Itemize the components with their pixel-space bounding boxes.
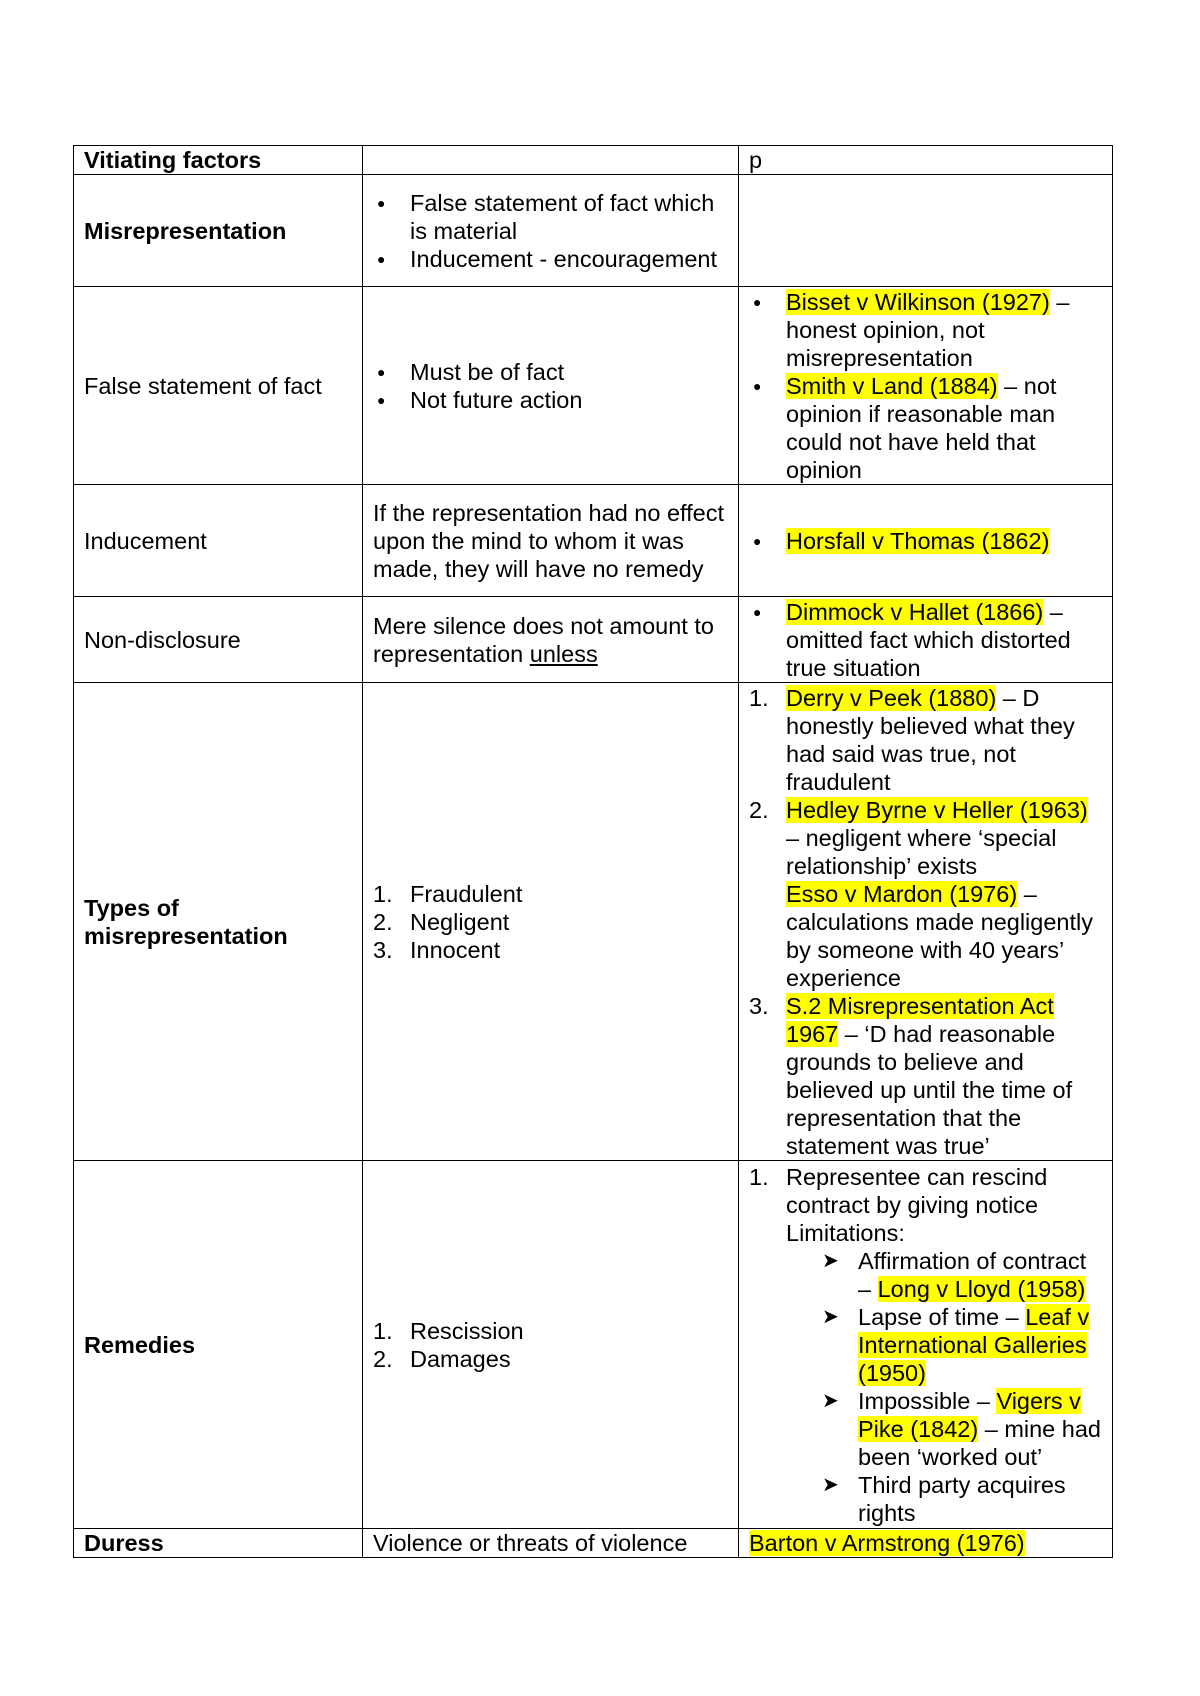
list-item: Innocent: [410, 936, 501, 963]
limitation-text: Lapse of time –: [858, 1303, 1026, 1330]
table-row: [74, 485, 1113, 597]
case-note: – not opinion if reasonable man could not have held that opinion: [786, 372, 1057, 483]
table-row: [74, 146, 1113, 175]
row-notes: [363, 597, 739, 683]
list-item: [749, 527, 1102, 555]
table-row: [74, 1161, 1113, 1529]
case-name: Bisset v Wilkinson (1927): [786, 288, 1050, 315]
case-note: – omitted fact which distorted true situation: [786, 598, 1071, 681]
limitation-text: Affirmation of contract –: [858, 1247, 1087, 1302]
table-row: [74, 175, 1113, 287]
case-note: – ‘D had reasonable grounds to believe and believed up until the time of representation that the statement was true’: [786, 1020, 1073, 1159]
header-cell: p: [739, 146, 1113, 175]
remedy-text: Representee can rescind contract by giving notice: [786, 1163, 1048, 1218]
list-item: Fraudulent: [410, 880, 523, 907]
case-name: Dimmock v Hallet (1866): [786, 598, 1044, 625]
case-name: S.2 Misrepresentation Act 1967: [786, 992, 1054, 1047]
note-text: Mere silence does not amount to representation: [373, 612, 714, 667]
case-name: Barton v Armstrong (1976): [749, 1530, 1025, 1556]
list-item: ➤ Third party acquires rights: [822, 1471, 1102, 1527]
list-item: Damages: [410, 1345, 511, 1372]
table-row: [74, 1529, 1113, 1558]
list-item: [822, 1387, 1102, 1471]
case-note: – mine had been ‘worked out’: [858, 1415, 1101, 1470]
row-cases: [739, 683, 1113, 1161]
limitations-label: Limitations:: [786, 1219, 905, 1246]
row-notes: [363, 287, 739, 485]
note-underlined: unless: [529, 640, 598, 667]
row-cases: [739, 1161, 1113, 1529]
list-item: [749, 1163, 1102, 1247]
case-note: – calculations made negligently by someone with 40 years’ experience: [786, 880, 1093, 991]
row-title: Misrepresentation: [74, 175, 363, 287]
row-title: Duress: [74, 1529, 363, 1558]
header-cell: Vitiating factors: [74, 146, 363, 175]
case-note: – honest opinion, not misrepresentation: [786, 288, 1070, 371]
table-row: [74, 287, 1113, 485]
row-title: Remedies: [74, 1161, 363, 1529]
case-name: Hedley Byrne v Heller (1963): [786, 796, 1088, 823]
list-item: [822, 1247, 1102, 1303]
list-item: Rescission: [410, 1317, 524, 1344]
row-notes: [363, 683, 739, 1161]
row-cases: [739, 175, 1113, 287]
row-title: Types of misrepresentation: [74, 683, 363, 1161]
row-cases: [739, 597, 1113, 683]
list-item: ● False statement of fact which is material: [373, 189, 728, 245]
list-item: [822, 1303, 1102, 1387]
case-name: Esso v Mardon (1976): [786, 880, 1018, 907]
list-item: [749, 288, 1102, 372]
row-notes: [363, 175, 739, 287]
case-name: Derry v Peek (1880): [786, 684, 997, 711]
list-item: [749, 992, 1102, 1160]
case-note: – negligent where ‘special relationship’ exists: [786, 824, 1057, 879]
table-row: [74, 597, 1113, 683]
case-name: Horsfall v Thomas (1862): [786, 527, 1050, 554]
row-title: Inducement: [74, 485, 363, 597]
case-note: – D honestly believed what they had said was true, not fraudulent: [786, 684, 1075, 795]
limitation-text: Impossible –: [858, 1387, 997, 1414]
list-item: [749, 684, 1102, 796]
row-cases: [739, 1529, 1113, 1558]
list-item: [749, 372, 1102, 484]
list-item: ● Inducement - encouragement: [373, 245, 728, 273]
case-name: Long v Lloyd (1958): [877, 1275, 1086, 1302]
row-title: Non-disclosure: [74, 597, 363, 683]
table-row: [74, 683, 1113, 1161]
list-item: ● Must be of fact: [373, 358, 728, 386]
list-item: [749, 598, 1102, 682]
row-cases: [739, 287, 1113, 485]
row-notes: Violence or threats of violence: [363, 1529, 739, 1558]
case-name: Smith v Land (1884): [786, 372, 998, 399]
vitiating-factors-table: [73, 145, 1113, 1558]
row-title: False statement of fact: [74, 287, 363, 485]
row-cases: [739, 485, 1113, 597]
header-cell: [363, 146, 739, 175]
list-item: ● Not future action: [373, 386, 728, 414]
row-notes: If the representation had no effect upon the mind to whom it was made, they will have no remedy: [363, 485, 739, 597]
list-item: Negligent: [410, 908, 510, 935]
case-name: Leaf v International Galleries (1950): [858, 1303, 1090, 1386]
list-item: [749, 796, 1102, 992]
row-notes: [363, 1161, 739, 1529]
case-name: Vigers v Pike (1842): [858, 1387, 1081, 1442]
